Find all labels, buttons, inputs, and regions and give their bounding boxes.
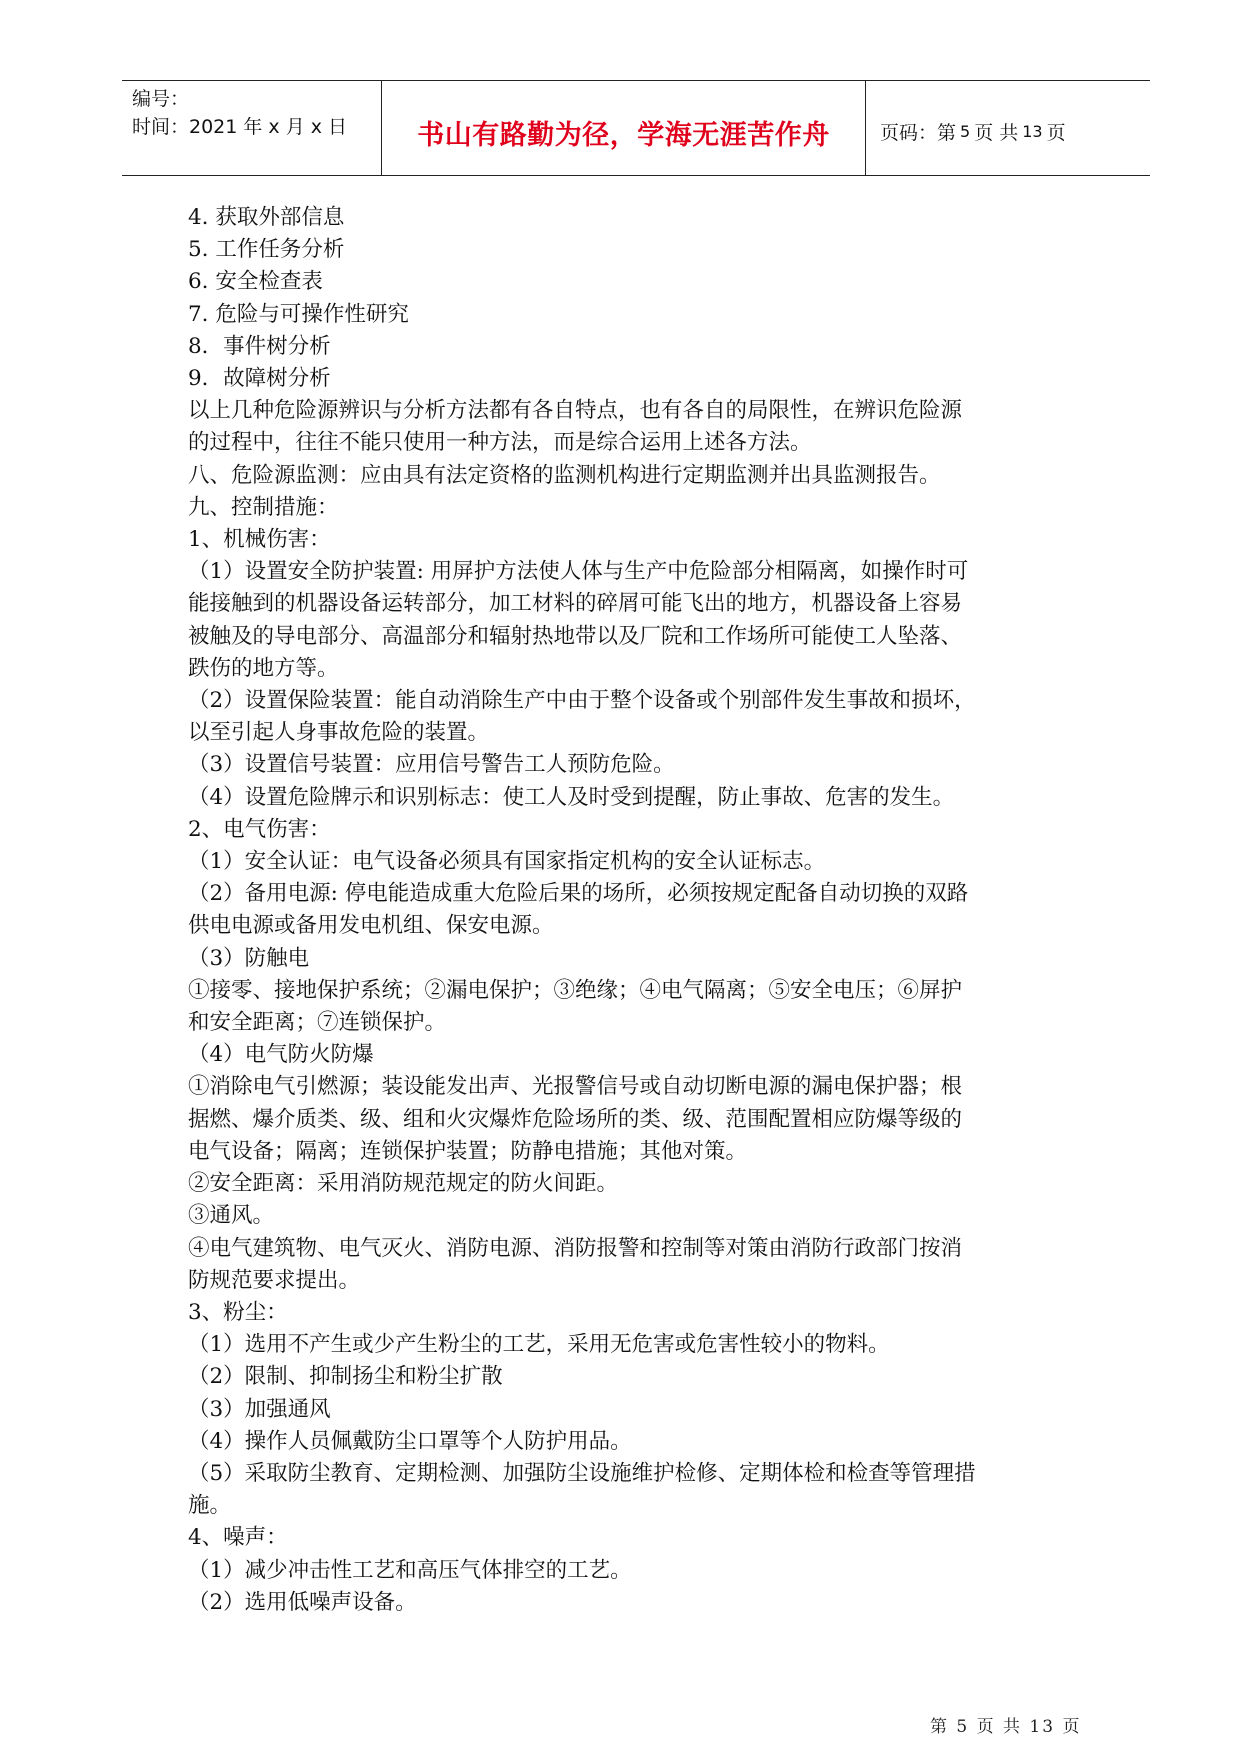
text-line: 被触及的导电部分、高温部分和辐射热地带以及厂院和工作场所可能使工人坠落、: [188, 623, 963, 649]
text-line: 4、噪声：: [188, 1525, 288, 1551]
page-prefix: 页码：第: [880, 121, 957, 144]
text-line: 4. 获取外部信息: [188, 205, 345, 230]
text-line: （3）设置信号装置：应用信号警告工人预防危险。: [188, 752, 675, 778]
page-mid: 页 共: [974, 121, 1019, 144]
page-header: [122, 80, 1150, 176]
text-line: 8．事件树分析: [188, 333, 331, 359]
serial-number-label: 编号：: [132, 88, 190, 110]
page-current: 5: [960, 121, 971, 141]
text-line: 施。: [188, 1493, 232, 1519]
text-line: 能接触到的机器设备运转部分，加工材料的碎屑可能飞出的地方，机器设备上容易: [188, 591, 963, 617]
text-line: ①接零、接地保护系统；②漏电保护；③绝缘；④电气隔离；⑤安全电压；⑥屏护: [188, 977, 963, 1003]
text-line: 9．故障树分析: [188, 366, 331, 392]
text-line: （3）加强通风: [188, 1396, 331, 1422]
text-line: 九、控制措施：: [188, 494, 339, 520]
text-line: 5. 工作任务分析: [188, 237, 345, 263]
text-line: （5）采取防尘教育、定期检测、加强防尘设施维护检修、定期体检和检查等管理措: [188, 1460, 976, 1486]
text-line: 7. 危险与可操作性研究: [188, 301, 409, 327]
text-line: 和安全距离；⑦连锁保护。: [188, 1010, 447, 1036]
text-line: 2、电气伤害：: [188, 816, 331, 842]
header-motto: 书山有路勤为径，学海无涯苦作舟: [417, 119, 830, 151]
text-line: （2）选用低噪声设备。: [188, 1589, 417, 1615]
text-line: （1）选用不产生或少产生粉尘的工艺，采用无危害或危害性较小的物料。: [188, 1332, 890, 1358]
header-meta: [122, 81, 382, 175]
text-line: （2）限制、抑制扬尘和粉尘扩散: [188, 1364, 503, 1390]
text-line: ④电气建筑物、电气灭火、消防电源、消防报警和控制等对策由消防行政部门按消: [188, 1235, 963, 1261]
text-line: 3、粉尘：: [188, 1299, 288, 1325]
text-line: （1）设置安全防护装置: 用屏护方法使人体与生产中危险部分相隔离，如操作时可: [188, 559, 969, 585]
text-line: 的过程中，往往不能只使用一种方法，而是综合运用上述各方法。: [188, 430, 812, 456]
text-line: 6. 安全检查表: [188, 269, 323, 295]
text-line: 电气设备；隔离；连锁保护装置；防静电措施；其他对策。: [188, 1138, 748, 1164]
text-line: ②安全距离：采用消防规范规定的防火间距。: [188, 1171, 619, 1197]
text-line: ③通风。: [188, 1203, 275, 1229]
text-line: 据燃、爆介质类、级、组和火灾爆炸危险场所的类、级、范围配置相应防爆等级的: [188, 1106, 963, 1132]
text-line: （4）电气防火防爆: [188, 1042, 374, 1068]
text-line: 跌伤的地方等。: [188, 655, 339, 681]
header-motto-cell: [382, 81, 866, 175]
date-label: 时间：2021 年 x 月 x 日: [132, 116, 348, 138]
text-line: 1、机械伤害：: [188, 527, 331, 553]
page-suffix: 页: [1046, 121, 1066, 144]
text-line: （4）设置危险牌示和识别标志：使工人及时受到提醒，防止事故、危害的发生。: [188, 784, 955, 810]
text-line: 防规范要求提出。: [188, 1267, 361, 1293]
text-line: （2）备用电源: 停电能造成重大危险后果的场所，必须按规定配备自动切换的双路: [188, 881, 969, 907]
header-page-number: [866, 81, 1150, 175]
page-footer: 第 5 页 共 13 页: [930, 1717, 1082, 1737]
text-line: （2）设置保险装置：能自动消除生产中由于整个设备或个别部件发生事故和损坏，: [188, 688, 976, 714]
document-body: [188, 202, 1088, 1619]
text-line: （4）操作人员佩戴防尘口罩等个人防护用品。: [188, 1428, 632, 1454]
text-line: ①消除电气引燃源；装设能发出声、光报警信号或自动切断电源的漏电保护器；根: [188, 1074, 963, 1100]
text-line: （1）安全认证：电气设备必须具有国家指定机构的安全认证标志。: [188, 849, 826, 875]
page-total: 13: [1022, 121, 1043, 141]
text-line: 供电电源或备用发电机组、保安电源。: [188, 913, 554, 939]
text-line: 以至引起人身事故危险的装置。: [188, 720, 490, 746]
text-line: 八、危险源监测：应由具有法定资格的监测机构进行定期监测并出具监测报告。: [188, 462, 941, 488]
text-line: 以上几种危险源辨识与分析方法都有各自特点，也有各自的局限性，在辨识危险源: [188, 398, 963, 424]
text-line: （3）防触电: [188, 945, 310, 971]
text-line: （1）减少冲击性工艺和高压气体排空的工艺。: [188, 1557, 632, 1583]
